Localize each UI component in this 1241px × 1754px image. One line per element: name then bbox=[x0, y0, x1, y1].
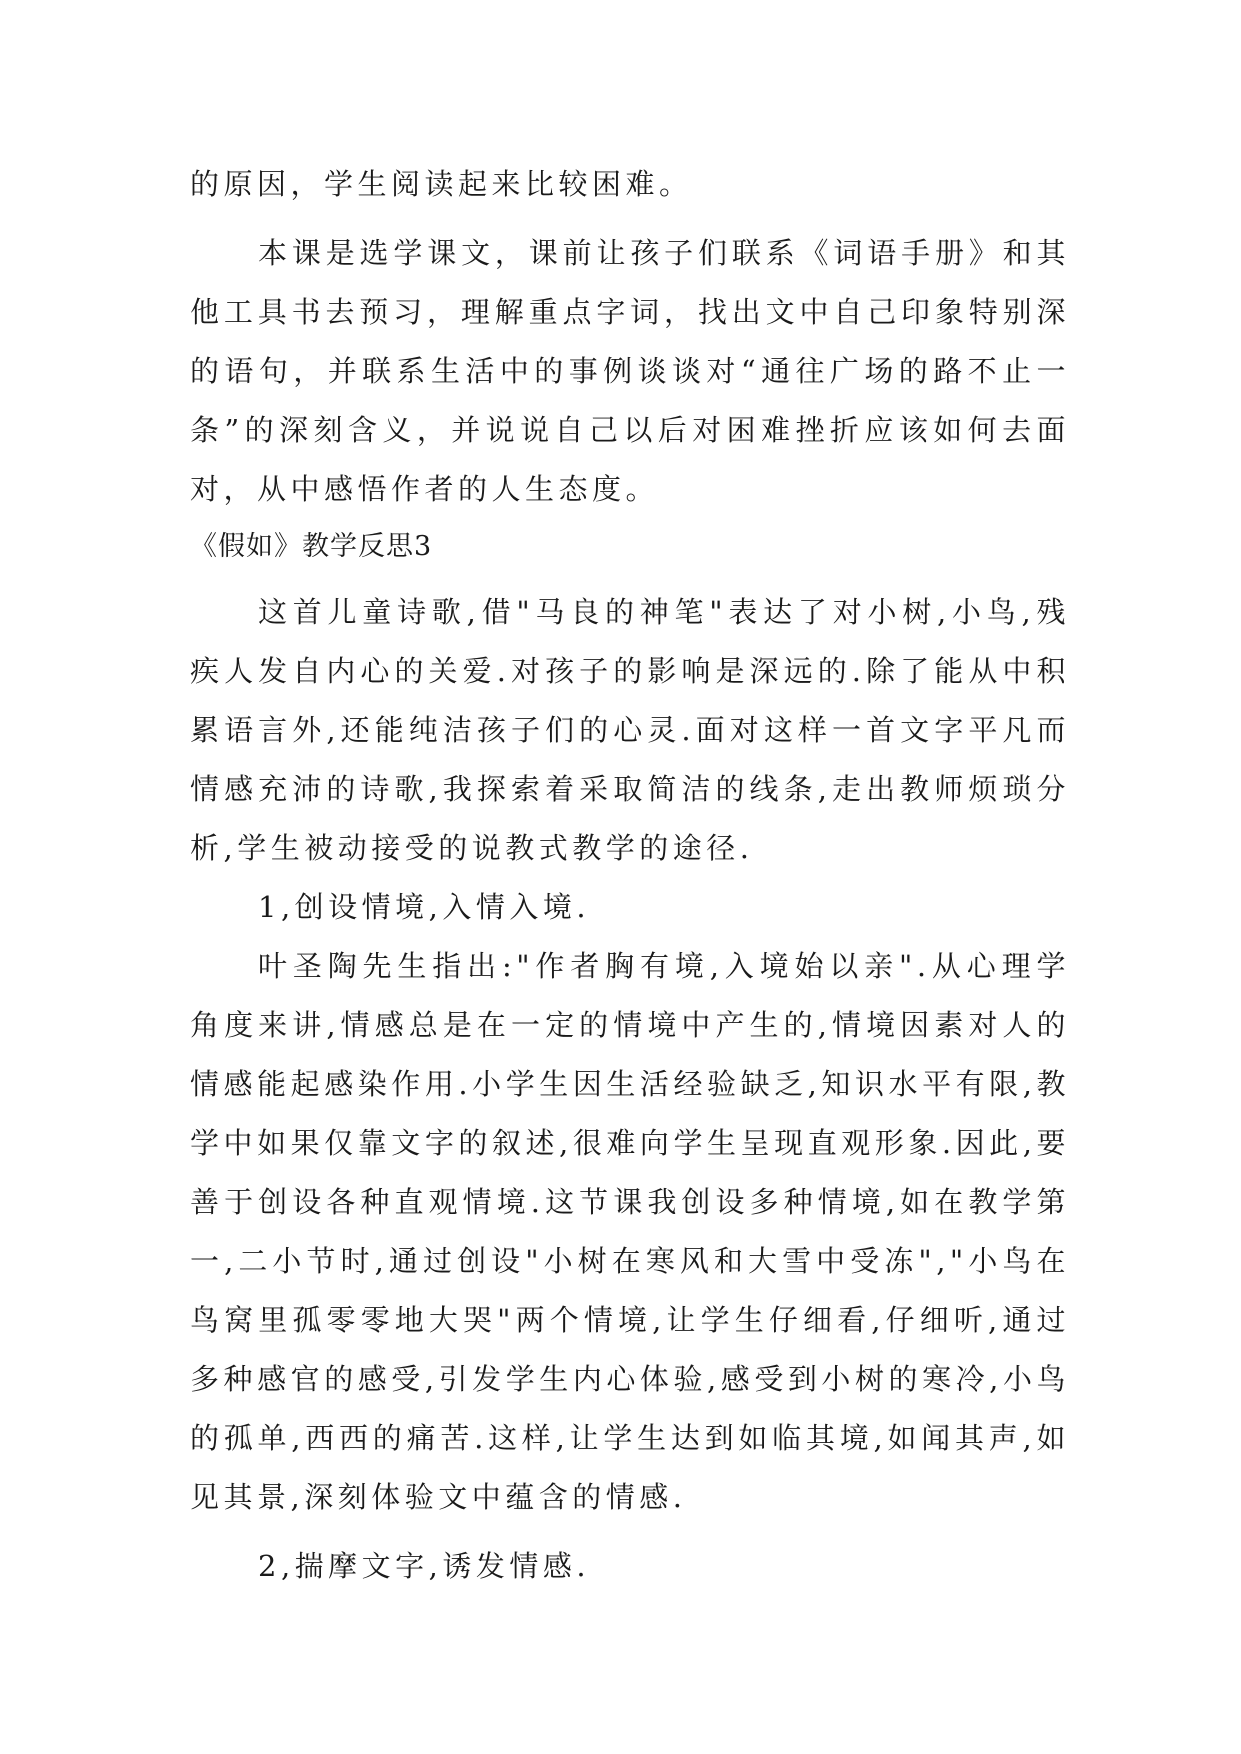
document-body bbox=[190, 155, 1070, 1596]
paragraph-continuation: 的原因，学生阅读起来比较困难。 bbox=[190, 167, 693, 201]
point-2-heading: 2,揣摩文字,诱发情感. bbox=[258, 1549, 591, 1583]
paragraph-lesson-preview: 本课是选学课文，课前让孩子们联系《词语手册》和其他工具书去预习，理解重点字词，找出文中自己印象特别深的语句，并联系生活中的事例谈谈对“通往广场的路不止一条”的深刻含义，并说说自己以后对困难挫折应该如何去面对，从中感悟作者的人生态度。 bbox=[190, 236, 1070, 506]
point-1-heading: 1,创设情境,入情入境. bbox=[258, 890, 591, 924]
section-heading: 《假如》教学反思3 bbox=[190, 531, 433, 562]
paragraph-poem-intro: 这首儿童诗歌,借"马良的神笔"表达了对小树,小鸟,残疾人发自内心的关爱.对孩子的影响是深远的.除了能从中积累语言外,还能纯洁孩子们的心灵.面对这样一首文字平凡而情感充沛的诗歌,我探索着采取简洁的线条,走出教师烦琐分析,学生被动接受的说教式教学的途径. bbox=[190, 595, 1070, 865]
paragraph-situation-creation: 叶圣陶先生指出:"作者胸有境,入境始以亲".从心理学角度来讲,情感总是在一定的情境中产生的,情境因素对人的情感能起感染作用.小学生因生活经验缺乏,知识水平有限,教学中如果仅靠文字的叙述,很难向学生呈现直观形象.因此,要善于创设各种直观情境.这节课我创设多种情境,如在教学第一,二小节时,通过创设"小树在寒风和大雪中受冻","小鸟在鸟窝里孤零零地大哭"两个情境,让学生仔细看,仔细听,通过多种感官的感受,引发学生内心体验,感受到小树的寒冷,小鸟的孤单,西西的痛苦.这样,让学生达到如临其境,如闻其声,如见其景,深刻体验文中蕴含的情感. bbox=[190, 949, 1070, 1514]
